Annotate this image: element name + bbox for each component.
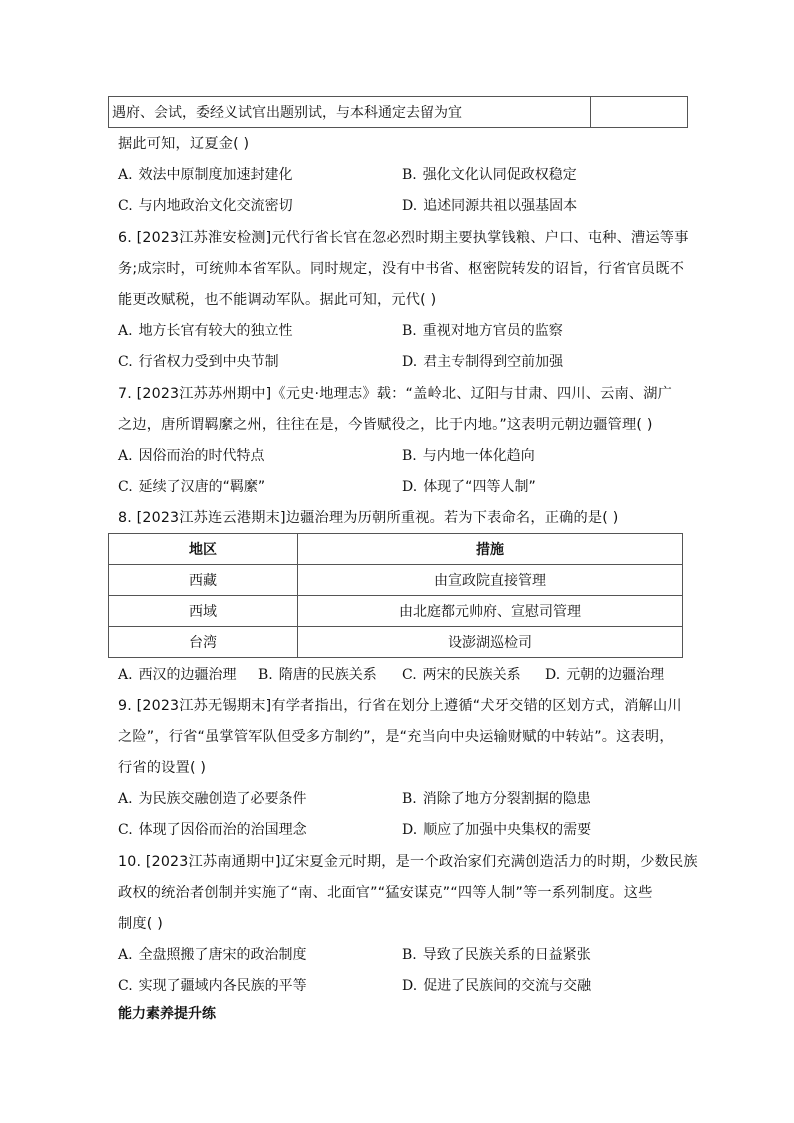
option-text: 效法中原制度加速封建化 — [138, 167, 293, 183]
table-cell: 设澎湖巡检司 — [298, 627, 683, 658]
option-letter: B. — [402, 167, 417, 183]
q10-option-b[interactable] — [402, 945, 591, 965]
option-letter: C. — [118, 354, 133, 370]
question-10-line: 制度( ) — [118, 916, 163, 932]
q8-option-a[interactable] — [118, 665, 237, 685]
q6-option-d[interactable] — [402, 352, 563, 372]
q5-option-b[interactable] — [402, 165, 577, 185]
question-7-line: 之边，唐所谓羁縻之州，往往在是，今皆赋役之，比于内地。”这表明元朝边疆管理( ) — [118, 417, 653, 433]
option-letter: C. — [118, 198, 133, 214]
option-letter: D. — [545, 667, 561, 683]
q10-option-d[interactable] — [402, 976, 591, 996]
question-8-stem: 8. [2023江苏连云港期末]边疆治理为历朝所重视。若为下表命名，正确的是( ) — [118, 510, 619, 526]
option-text: 元朝的边疆治理 — [566, 667, 665, 683]
option-letter: A. — [118, 947, 133, 963]
q7-option-a[interactable] — [118, 446, 265, 466]
option-text: 消除了地方分裂割据的隐患 — [422, 791, 591, 807]
option-letter: A. — [118, 167, 133, 183]
q6-option-c[interactable] — [118, 352, 279, 372]
column-header-region: 地区 — [109, 534, 298, 565]
q10-option-c[interactable] — [118, 976, 307, 996]
q8-option-d[interactable] — [545, 665, 664, 685]
q9-option-b[interactable] — [402, 789, 591, 809]
question-5-stem: 据此可知，辽夏金( ) — [118, 136, 250, 152]
option-text: 延续了汉唐的“羁縻” — [138, 479, 266, 495]
option-letter: A. — [118, 323, 133, 339]
section-heading: 能力素养提升练 — [118, 1006, 216, 1022]
option-text: 导致了民族关系的日益紧张 — [422, 947, 591, 963]
option-letter: C. — [118, 822, 133, 838]
q7-option-d[interactable] — [402, 477, 536, 497]
option-text: 为民族交融创造了必要条件 — [138, 791, 307, 807]
question-6-line: 6. [2023江苏淮安检测]元代行省长官在忽必烈时期主要执掌钱粮、户口、屯种、漕运等事 — [118, 230, 689, 246]
table-row — [109, 565, 683, 596]
option-text: 行省权力受到中央节制 — [138, 354, 279, 370]
continued-table — [108, 96, 688, 128]
table-cell: 由北庭都元帅府、宣慰司管理 — [298, 596, 683, 627]
q7-option-b[interactable] — [402, 446, 535, 466]
option-text: 顺应了加强中央集权的需要 — [423, 822, 592, 838]
option-letter: B. — [402, 791, 417, 807]
option-text: 隋唐的民族关系 — [278, 667, 377, 683]
question-9-line: 9. [2023江苏无锡期末]有学者指出，行省在划分上遵循“犬牙交错的区划方式，消解山川 — [118, 698, 682, 714]
option-letter: C. — [118, 978, 133, 994]
q9-option-c[interactable] — [118, 820, 307, 840]
option-letter: D. — [402, 822, 418, 838]
option-letter: D. — [402, 479, 418, 495]
table-cell: 台湾 — [109, 627, 298, 658]
option-letter: C. — [118, 479, 133, 495]
q7-option-c[interactable] — [118, 477, 265, 497]
table-header-row — [109, 534, 683, 565]
question-7-line: 7. [2023江苏苏州期中]《元史·地理志》载：“盖岭北、辽阳与甘肃、四川、云南、湖广 — [118, 386, 673, 402]
option-letter: B. — [402, 448, 417, 464]
column-header-measure: 措施 — [298, 534, 683, 565]
option-letter: D. — [402, 978, 418, 994]
table-row — [109, 627, 683, 658]
option-letter: A. — [118, 667, 133, 683]
table-cell: 遇府、会试，委经义试官出题别试，与本科通定去留为宜 — [109, 97, 591, 128]
q5-option-d[interactable] — [402, 196, 577, 216]
border-governance-table — [108, 533, 683, 658]
question-10-line: 政权的统治者创制并实施了“南、北面官”“猛安谋克”“四等人制”等一系列制度。这些 — [118, 885, 653, 901]
q8-option-c[interactable] — [402, 665, 521, 685]
q5-option-a[interactable] — [118, 165, 293, 185]
option-text: 因俗而治的时代特点 — [138, 448, 265, 464]
option-text: 体现了因俗而治的治国理念 — [138, 822, 307, 838]
question-9-line: 行省的设置( ) — [118, 760, 207, 776]
table-row — [109, 596, 683, 627]
table-cell-empty — [591, 97, 688, 128]
option-text: 强化文化认同促政权稳定 — [422, 167, 577, 183]
option-text: 体现了“四等人制” — [423, 479, 536, 495]
question-9-line: 之险”，行省“虽掌管军队但受多方制约”，是“充当向中央运输财赋的中转站”。这表明， — [118, 729, 674, 745]
option-text: 君主专制得到空前加强 — [423, 354, 564, 370]
question-6-line: 能更改赋税，也不能调动军队。据此可知，元代( ) — [118, 292, 437, 308]
q5-option-c[interactable] — [118, 196, 293, 216]
option-text: 与内地一体化趋向 — [422, 448, 535, 464]
option-letter: D. — [402, 354, 418, 370]
option-text: 实现了疆域内各民族的平等 — [138, 978, 307, 994]
option-letter: A. — [118, 791, 133, 807]
q10-option-a[interactable] — [118, 945, 307, 965]
q6-option-a[interactable] — [118, 321, 293, 341]
q6-option-b[interactable] — [402, 321, 563, 341]
option-letter: D. — [402, 198, 418, 214]
option-letter: A. — [118, 448, 133, 464]
table-cell: 西域 — [109, 596, 298, 627]
option-text: 重视对地方官员的监察 — [422, 323, 563, 339]
option-letter: B. — [402, 323, 417, 339]
option-letter: B. — [402, 947, 417, 963]
option-letter: C. — [402, 667, 417, 683]
option-letter: B. — [258, 667, 273, 683]
option-text: 与内地政治文化交流密切 — [138, 198, 293, 214]
option-text: 西汉的边疆治理 — [138, 667, 237, 683]
option-text: 地方长官有较大的独立性 — [138, 323, 293, 339]
q9-option-a[interactable] — [118, 789, 307, 809]
question-10-line: 10. [2023江苏南通期中]辽宋夏金元时期，是一个政治家们充满创造活力的时期，少数民族 — [118, 854, 698, 870]
question-6-line: 务;成宗时，可统帅本省军队。同时规定，没有中书省、枢密院转发的诏旨，行省官员既不 — [118, 261, 685, 277]
option-text: 追述同源共祖以强基固本 — [423, 198, 578, 214]
q9-option-d[interactable] — [402, 820, 591, 840]
table-row — [109, 97, 688, 128]
option-text: 促进了民族间的交流与交融 — [423, 978, 592, 994]
q8-option-b[interactable] — [258, 665, 377, 685]
table-cell: 由宣政院直接管理 — [298, 565, 683, 596]
table-cell: 西藏 — [109, 565, 298, 596]
option-text: 两宋的民族关系 — [422, 667, 521, 683]
option-text: 全盘照搬了唐宋的政治制度 — [138, 947, 307, 963]
